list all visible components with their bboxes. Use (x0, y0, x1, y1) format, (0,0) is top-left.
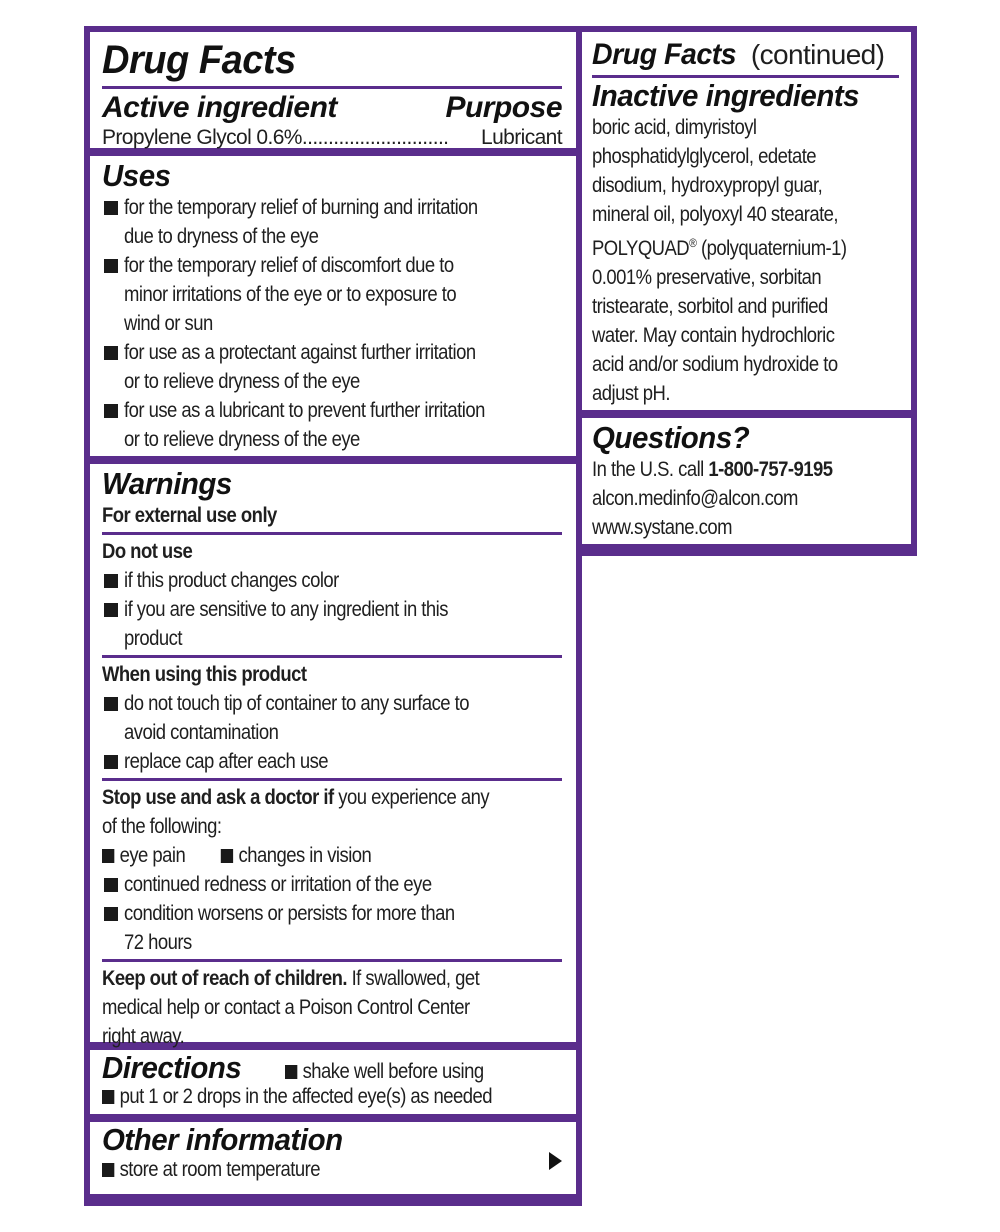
uses-list (102, 193, 566, 454)
active-ingredient-heading: Active ingredient (102, 91, 337, 124)
stop-use-inline-item: changes in vision (238, 844, 372, 867)
inactive-ingredients-line-text: disodium, hydroxypropyl guar, (592, 174, 823, 197)
bullet-square-icon (104, 404, 118, 418)
bullet-square-icon (221, 849, 233, 863)
list-item (102, 689, 566, 747)
active-ingredient-row (102, 123, 566, 152)
stop-use-intro-line2: of the following: (102, 815, 222, 838)
questions-call-line (592, 455, 866, 484)
drug-facts-title: Drug Facts (102, 38, 296, 82)
stop-use-inline-item: eye pain (119, 844, 186, 867)
list-item (102, 396, 566, 454)
inactive-ingredients-section (582, 32, 911, 410)
bullet-square-icon (104, 878, 118, 892)
stop-use-list (102, 870, 566, 957)
list-item (102, 193, 566, 251)
stop-use-inline-items (102, 841, 510, 870)
list-item-line: for the temporary relief of burning and irritation (124, 196, 478, 219)
bullet-square-icon (104, 201, 118, 215)
inactive-ingredients-line-text: boric acid, dimyristoyl (592, 116, 757, 139)
list-item-line: condition worsens or persists for more than (124, 902, 455, 925)
list-item-line: wind or sun (124, 312, 213, 335)
bullet-square-icon (104, 907, 118, 921)
list-item (102, 899, 566, 957)
inactive-ingredients-line (592, 200, 866, 229)
directions-heading: Directions (102, 1050, 242, 1085)
inactive-ingredients-heading: Inactive ingredients (592, 78, 860, 113)
drug-facts-panel (84, 26, 582, 1206)
inactive-ingredients-line (592, 229, 866, 263)
list-item (102, 338, 566, 396)
uses-section (90, 156, 576, 456)
other-information-item-text: store at room temperature (119, 1158, 321, 1181)
drug-facts-continued-panel (576, 26, 917, 556)
continue-arrow-icon (549, 1152, 562, 1170)
list-item-line: continued redness or irritation of the eye (124, 873, 432, 896)
bullet-square-icon (102, 1090, 114, 1104)
do-not-use-heading: Do not use (102, 540, 193, 563)
list-item (102, 566, 566, 595)
other-information-heading: Other information (102, 1122, 343, 1157)
keep-out-line3: right away. (102, 1025, 185, 1048)
list-item-line: replace cap after each use (124, 750, 329, 773)
inactive-ingredients-line (592, 350, 866, 379)
list-item-line: minor irritations of the eye or to exposure to (124, 283, 457, 306)
warnings-divider (102, 532, 562, 535)
other-information-section (90, 1122, 576, 1194)
active-ingredient-name: Propylene Glycol 0.6% (102, 126, 302, 149)
directions-section (90, 1050, 576, 1114)
keep-out-heading: Keep out of reach of children. (102, 967, 347, 990)
bullet-square-icon (104, 259, 118, 273)
list-item (102, 251, 566, 338)
inactive-ingredients-line (592, 142, 866, 171)
uses-heading: Uses (102, 158, 171, 193)
title-divider (102, 86, 562, 89)
inactive-ingredients-line (592, 171, 866, 200)
inactive-ingredients-line-text: phosphatidylglycerol, edetate (592, 145, 817, 168)
when-using-list (102, 689, 566, 776)
external-use-only: For external use only (102, 504, 277, 527)
list-item-line: product (124, 627, 182, 650)
questions-heading: Questions? (592, 420, 750, 455)
inactive-ingredients-line (592, 379, 866, 408)
inactive-ingredients-line (592, 321, 866, 350)
inactive-ingredients-line (592, 292, 866, 321)
active-ingredient-purpose: Lubricant (481, 126, 562, 149)
list-item-line: for use as a protectant against further irritation (124, 341, 476, 364)
when-using-heading: When using this product (102, 663, 307, 686)
list-item-line: or to relieve dryness of the eye (124, 370, 360, 393)
warnings-divider (102, 959, 562, 962)
active-header-row (102, 93, 566, 123)
list-item-line: if this product changes color (124, 569, 339, 592)
inactive-ingredients-line-text: acid and/or sodium hydroxide to (592, 353, 838, 376)
warnings-divider (102, 655, 562, 658)
list-item-line: 72 hours (124, 931, 192, 954)
registered-mark: ® (689, 236, 697, 250)
list-item (102, 747, 566, 776)
list-item-line: for the temporary relief of discomfort due to (124, 254, 454, 277)
directions-item (102, 1082, 510, 1111)
purpose-heading: Purpose (445, 91, 562, 124)
directions-item-text: shake well before using (302, 1060, 484, 1083)
inactive-ingredients-text (592, 113, 903, 408)
inactive-ingredients-line-text: tristearate, sorbitol and purified (592, 295, 828, 318)
inactive-ingredients-line-text: water. May contain hydrochloric (592, 324, 835, 347)
list-item (102, 870, 566, 899)
keep-out-line1 (102, 964, 510, 993)
list-item-line: for use as a lubricant to prevent further irritation (124, 399, 485, 422)
inactive-ingredients-line-text: 0.001% preservative, sorbitan (592, 266, 822, 289)
stop-use-heading: Stop use and ask a doctor if (102, 786, 334, 809)
bullet-square-icon (104, 603, 118, 617)
warnings-section (90, 464, 576, 1048)
continued-title: Drug Facts (592, 38, 737, 71)
call-prefix: In the U.S. call (592, 458, 709, 481)
bullet-square-icon (104, 697, 118, 711)
active-ingredient-section (90, 32, 576, 148)
leader-dots: ............................ (301, 126, 449, 149)
support-email[interactable]: alcon.medinfo@alcon.com (592, 487, 798, 510)
bullet-square-icon (102, 849, 114, 863)
bullet-square-icon (102, 1163, 114, 1177)
bullet-square-icon (104, 574, 118, 588)
bullet-square-icon (285, 1065, 297, 1079)
bullet-square-icon (104, 346, 118, 360)
inactive-ingredients-line-text: adjust pH. (592, 382, 670, 405)
list-item (102, 595, 566, 653)
inactive-ingredients-line (592, 263, 866, 292)
phone-number[interactable]: 1-800-757-9195 (708, 458, 833, 481)
questions-section (582, 418, 911, 544)
list-item-line: avoid contamination (124, 721, 279, 744)
warnings-heading: Warnings (102, 466, 232, 501)
inactive-ingredients-line-text: mineral oil, polyoxyl 40 stearate, (592, 203, 839, 226)
list-item-line: if you are sensitive to any ingredient in this (124, 598, 448, 621)
inactive-ingredients-line (592, 113, 866, 142)
list-item-line: or to relieve dryness of the eye (124, 428, 360, 451)
website-link[interactable]: www.systane.com (592, 516, 732, 539)
keep-out-line2: medical help or contact a Poison Control Center (102, 996, 470, 1019)
directions-row (102, 1052, 566, 1086)
bullet-square-icon (104, 755, 118, 769)
list-item-line: due to dryness of the eye (124, 225, 319, 248)
stop-use-intro (102, 783, 510, 812)
other-information-item (102, 1155, 510, 1184)
keep-out-rest: If swallowed, get (346, 967, 480, 990)
continued-title-row (592, 40, 903, 70)
continued-suffix: (continued) (743, 39, 885, 70)
warnings-divider (102, 778, 562, 781)
inactive-ingredients-line-text: POLYQUAD (592, 237, 690, 260)
directions-item-text: put 1 or 2 drops in the affected eye(s) as needed (119, 1085, 493, 1108)
column-divider (576, 550, 582, 1206)
list-item-line: do not touch tip of container to any surface to (124, 692, 470, 715)
stop-use-intro-rest: you experience any (333, 786, 490, 809)
polyquad-description: (polyquaternium-1) (696, 237, 847, 260)
do-not-use-list (102, 566, 566, 653)
